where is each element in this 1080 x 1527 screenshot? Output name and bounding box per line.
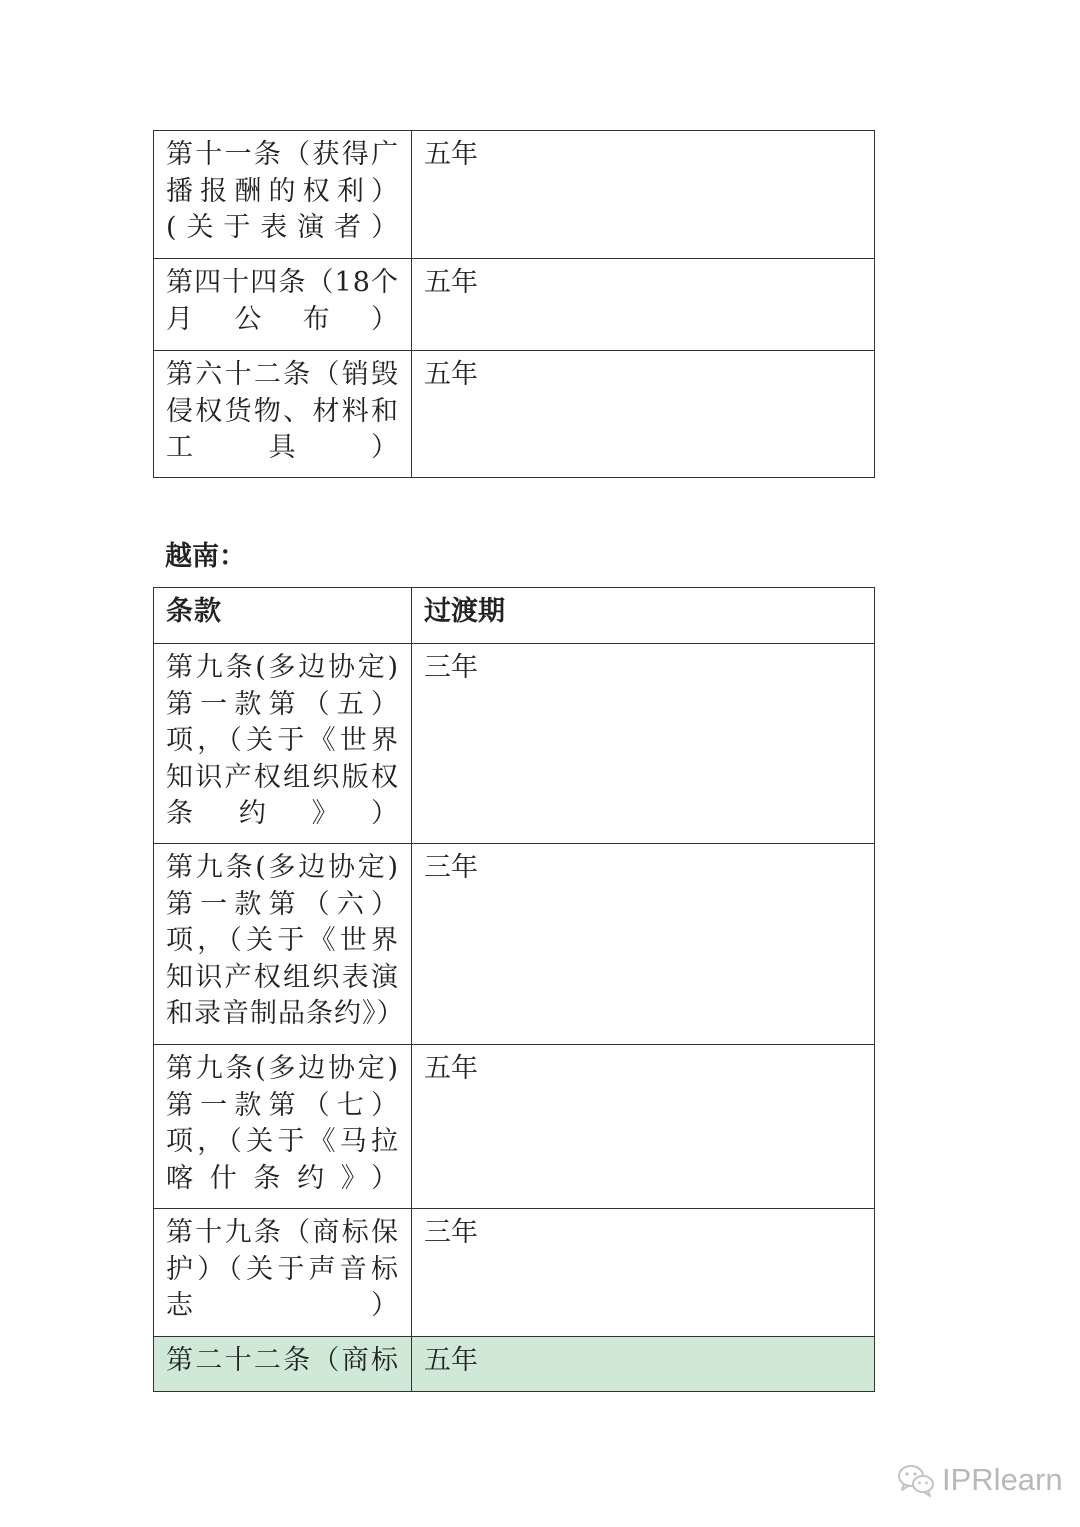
watermark [896,1462,1063,1498]
clause-cell: 第九条(多边协定)第一款第（六）项，（关于《世界知识产权组织表演和录音制品条约》） [154,844,412,1045]
period-cell: 五年 [412,131,875,259]
section-heading-vietnam: 越南： [165,541,246,572]
table-row [154,1045,875,1209]
period-cell: 三年 [412,1209,875,1337]
clause-cell: 第十九条（商标保护）（关于声音标志） [154,1209,412,1337]
period-cell: 五年 [412,1045,875,1209]
table-row-highlighted [154,1337,875,1392]
clause-cell: 第四十四条（18个月公布） [154,259,412,351]
table-row [154,259,875,351]
table-row [154,351,875,478]
clause-cell: 第六十二条（销毁侵权货物、材料和工具） [154,351,412,478]
period-cell: 三年 [412,844,875,1045]
header-period: 过渡期 [412,588,875,644]
clause-cell: 第十一条（获得广播报酬的权利）(关于表演者） [154,131,412,259]
table-row [154,844,875,1045]
transition-table-vietnam [153,587,875,1392]
table-row [154,1209,875,1337]
watermark-text: IPRlearn [942,1462,1063,1497]
period-cell: 五年 [412,1337,875,1392]
header-clause: 条款 [154,588,412,644]
clause-cell: 第九条(多边协定)第一款第（五）项，（关于《世界知识产权组织版权条约》） [154,644,412,844]
table-row [154,131,875,259]
table-header-row [154,588,875,644]
period-cell: 五年 [412,351,875,478]
period-cell: 三年 [412,644,875,844]
wechat-icon [896,1463,936,1497]
clause-cell: 第二十二条（商标 [154,1337,412,1392]
clause-cell: 第九条(多边协定)第一款第（七）项，（关于《马拉喀什条约》） [154,1045,412,1209]
transition-table-top [153,130,875,478]
period-cell: 五年 [412,259,875,351]
table-row [154,644,875,844]
